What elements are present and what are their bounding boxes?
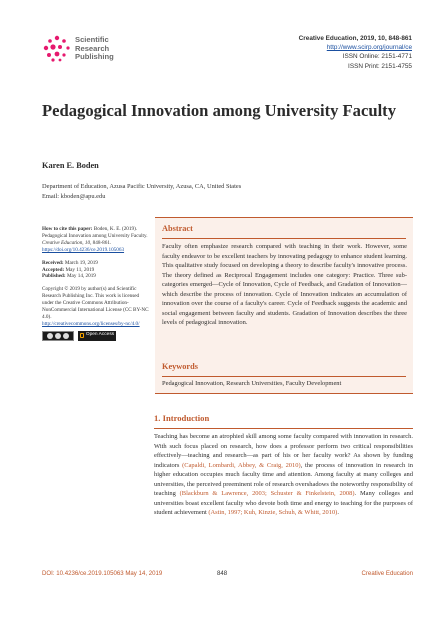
- citation-link[interactable]: (Blackburn & Lawrence, 2003; Schuster & Finkelstein, 2008): [179, 490, 355, 498]
- issn-print: ISSN Print: 2151-4755: [348, 62, 412, 70]
- section-divider: [154, 428, 413, 429]
- publisher-name: [75, 36, 114, 62]
- abstract-heading: Abstract: [162, 224, 193, 233]
- citation-pages: 848-861.: [91, 239, 112, 246]
- doi-link[interactable]: https://doi.org/10.4236/ce.2019.105063: [42, 246, 125, 253]
- author-email[interactable]: Email: kboden@apu.edu: [42, 193, 106, 200]
- section-heading: 1. Introduction: [154, 413, 210, 423]
- published-value: May 14, 2019: [65, 273, 96, 280]
- affiliation-text: Department of Education, Azusa Pacific University, Azusa, CA, United States: [42, 183, 242, 190]
- author-name: Karen E. Boden: [42, 161, 99, 170]
- intro-text: , the process of innovation in research in higher education occupies much faculty time and attention. Among faculty at many colleges and universities, the perceived preeminent role of research overshadows the noteworthy responsibility of teaching: [154, 461, 413, 498]
- license-url-link[interactable]: http://creativecommons.org/licenses/by-nc/4.0/: [42, 320, 140, 327]
- issn-online: ISSN Online: 2151-4771: [342, 53, 412, 61]
- publisher-line: Scientific: [75, 35, 109, 44]
- citation-block: [42, 226, 152, 254]
- keywords-heading: Keywords: [162, 362, 198, 371]
- license-block: [42, 286, 152, 340]
- open-access-badge[interactable]: [78, 331, 116, 341]
- citation-link[interactable]: (Astin, 1997; Kuh, Kinzie, Schuh, & Whitt, 2010): [208, 509, 338, 517]
- footer-doi: DOI: 10.4236/ce.2019.105063 May 14, 2019: [42, 570, 163, 577]
- intro-text: .: [337, 509, 339, 517]
- accepted-value: May 11, 2019: [64, 266, 95, 273]
- paper-title: Pedagogical Innovation among University Faculty: [42, 101, 397, 120]
- lock-icon: [80, 333, 84, 338]
- citation-journal: Creative Education, 10,: [42, 239, 92, 246]
- abstract-divider: [162, 238, 406, 239]
- intro-text: . Many colleges and universities boast excellent faculty who devote both time and energy to teaching for the purposes of student achievement: [154, 490, 414, 517]
- journal-citation: Creative Education, 2019, 10, 848-861: [298, 35, 412, 42]
- journal-url-link[interactable]: http://www.scirp.org/journal/ce: [326, 44, 412, 52]
- accepted-date: [42, 267, 152, 274]
- abstract-box: [155, 217, 413, 394]
- author-affiliation: [42, 182, 241, 202]
- publisher-logo-icon: [42, 34, 72, 64]
- citation-label: How to cite this paper:: [42, 226, 93, 232]
- license-badges: [42, 331, 152, 341]
- received-value: March 19, 2019: [63, 259, 98, 266]
- keywords-divider: [162, 376, 406, 377]
- license-text: Copyright © 2019 by author(s) and Scientific Research Publishing Inc. This work is licensed under the Creative Commons Attribution-NonCommercial International License (CC BY-NC 4.0).: [42, 286, 149, 320]
- dates-block: [42, 260, 152, 281]
- accepted-label: Accepted:: [42, 266, 65, 273]
- footer-journal: Creative Education: [361, 570, 413, 577]
- published-date: [42, 273, 152, 280]
- intro-paragraph: [154, 432, 413, 518]
- open-access-label: Open Access: [85, 332, 115, 338]
- journal-info: [299, 34, 412, 71]
- page-number: 848: [217, 570, 228, 577]
- publisher-logo: [42, 34, 162, 66]
- citation-text: Boden, K. E. (2019). Pedagogical Innovation among University Faculty.: [42, 226, 148, 239]
- publisher-line: Research: [75, 43, 110, 53]
- received-label: Received:: [42, 259, 64, 266]
- keywords-text: Pedagogical Innovation, Research Universities, Faculty Development: [162, 380, 342, 387]
- abstract-text: Faculty often emphasize research compared with teaching in their work. However, some faculty endeavor to be excellent teachers by innovating pedagogy to enhance student learning. This qualitative study focused on developing a theory to describe faculty's innovative process. The theory defined as Reciprocal Engagement includes one category: Practice. Three sub-categories emerged—Cycle of Innovation, Cycle of Feedback, and Gradation of Innovation—which describe the process of innovation. Cycle of Innovation indicates an accumulation of innovation over the course of a faculty's career. Cycle of Feedback suggests the academic and social engagement between faculty and students. Gradation of Innovation describes the three levels of pedagogical innovation.: [162, 243, 407, 327]
- intro-text: Teaching has become an atrophied skill among some faculty compared with innovation in research. With such focus placed on research, how does a professor perform two critical responsibilities effectively—teaching and research—as part of his or her faculty work? As shown by funding indicators: [154, 433, 413, 469]
- publisher-line: Publishing: [75, 52, 114, 62]
- received-date: [42, 260, 152, 267]
- cc-by-nc-icon[interactable]: [42, 331, 74, 341]
- article-sidebar: [42, 226, 152, 347]
- citation-link[interactable]: (Capaldi, Lombardi, Abbey, & Craig, 2010): [182, 461, 301, 469]
- published-label: Published:: [42, 273, 66, 280]
